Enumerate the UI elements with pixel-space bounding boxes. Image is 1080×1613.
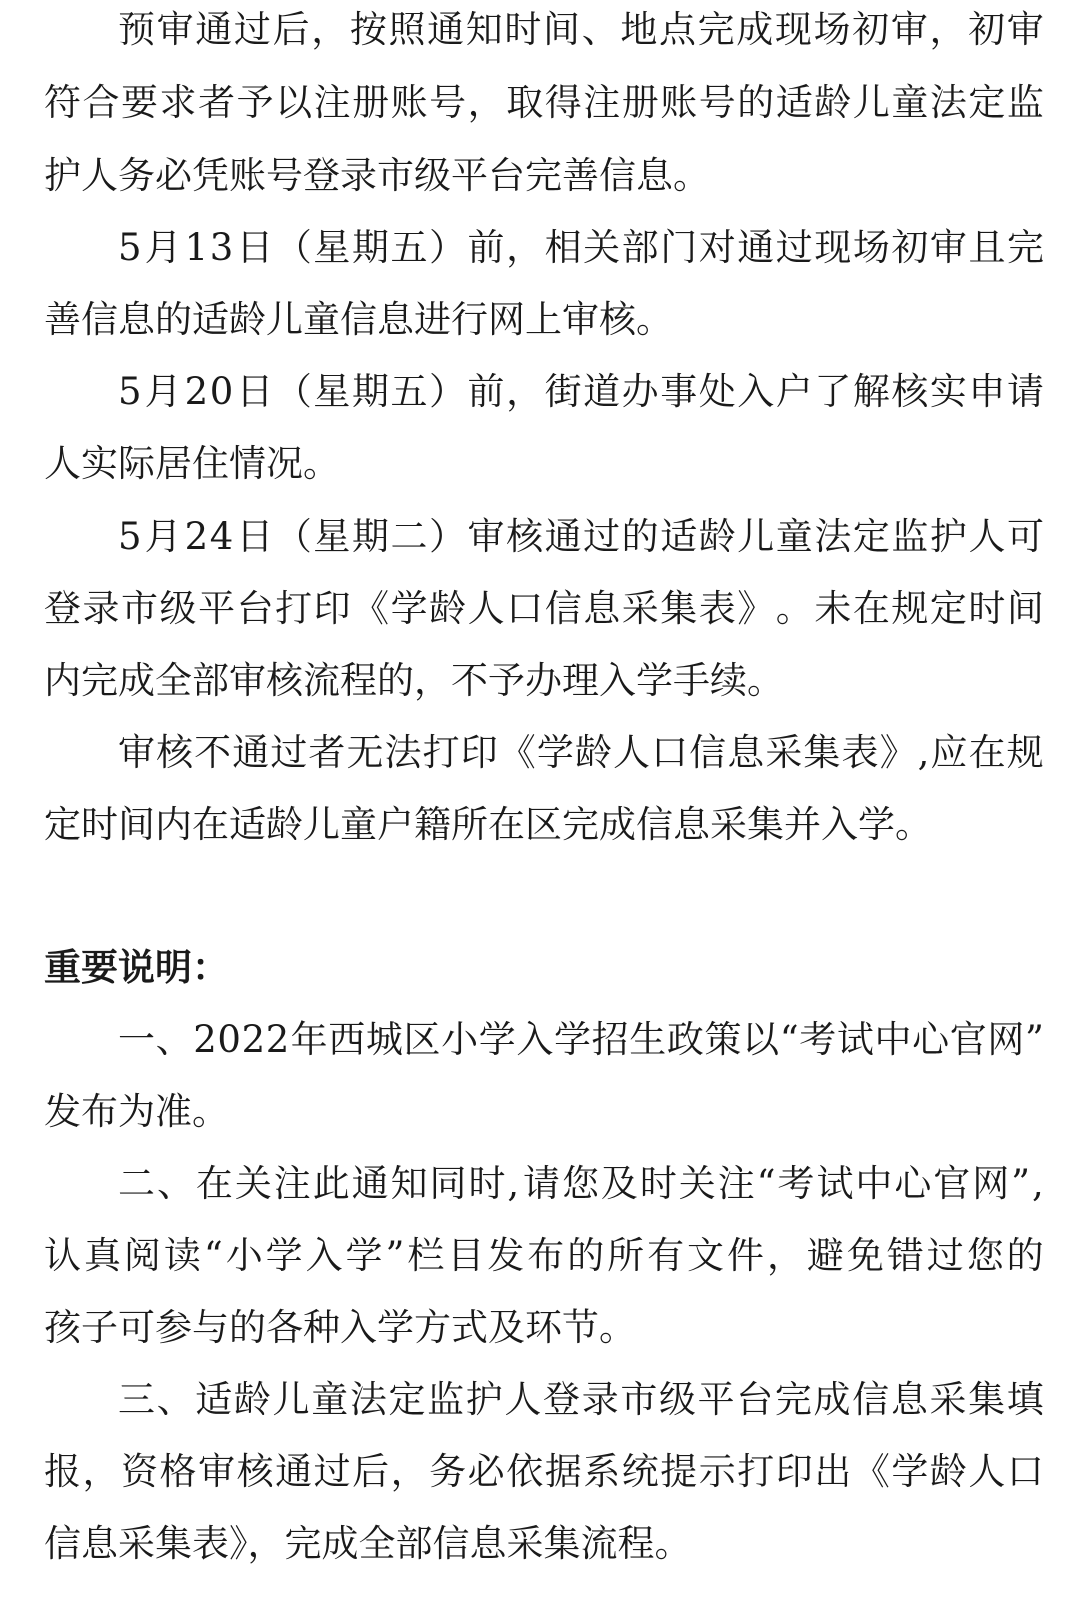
paragraph-3-line-2: 人实际居住情况。 — [44, 442, 340, 485]
note-1-line-1: 一 、 2 0 2 2 年 西 城 区 小 学 入 学 招 生 政 策 以 “ 考 试 中 心 官 网 ” — [118, 1018, 1044, 1061]
note-2-line-1: 二 、 在 关 注 此 通 知 同 时 , 请 您 及 时 关 注 “ 考 试 中 心 官 网 ” , — [118, 1162, 1044, 1205]
paragraph-1-line-1: 预 审 通 过 后 ， 按 照 通 知 时 间 、 地 点 完 成 现 场 初 审 ， 初 审 — [118, 8, 1044, 51]
paragraph-4-line-3: 内完成全部审核流程的，不予办理入学手续。 — [44, 659, 784, 702]
note-3-line-1: 三 、 适 龄 儿 童 法 定 监 护 人 登 录 市 级 平 台 完 成 信 息 采 集 填 — [118, 1378, 1044, 1421]
paragraph-4-line-2: 登 录 市 级 平 台 打 印 《 学 龄 人 口 信 息 采 集 表 》 。 未 在 规 定 时 间 — [44, 587, 1044, 630]
section-heading: 重要说明： — [44, 946, 229, 989]
paragraph-1-line-3: 护人务必凭账号登录市级平台完善信息。 — [44, 154, 710, 197]
paragraph-1-line-2: 符 合 要 求 者 予 以 注 册 账 号 ， 取 得 注 册 账 号 的 适 龄 儿 童 法 定 监 — [44, 81, 1044, 124]
paragraph-4-line-1: 5 月 2 4 日 （ 星 期 二 ） 审 核 通 过 的 适 龄 儿 童 法 定 监 护 人 可 — [118, 515, 1044, 558]
paragraph-3-line-1: 5 月 2 0 日 （ 星 期 五 ） 前 ， 街 道 办 事 处 入 户 了 解 核 实 申 请 — [118, 370, 1044, 413]
paragraph-5-line-1: 审 核 不 通 过 者 无 法 打 印 《 学 龄 人 口 信 息 采 集 表 》 , 应 在 规 — [118, 731, 1044, 774]
note-3-line-2: 报 ， 资 格 审 核 通 过 后 ， 务 必 依 据 系 统 提 示 打 印 出 《 学 龄 人 口 — [44, 1450, 1044, 1493]
paragraph-2-line-2: 善信息的适龄儿童信息进行网上审核。 — [44, 298, 673, 341]
note-2-line-2: 认 真 阅 读 “ 小 学 入 学 ” 栏 目 发 布 的 所 有 文 件 ， 避 免 错 过 您 的 — [44, 1234, 1044, 1277]
paragraph-2-line-1: 5 月 1 3 日 （ 星 期 五 ） 前 ， 相 关 部 门 对 通 过 现 场 初 审 且 完 — [118, 226, 1044, 269]
note-2-line-3: 孩子可参与的各种入学方式及环节。 — [44, 1306, 636, 1349]
note-3-line-3: 信息采集表》，完成全部信息采集流程。 — [44, 1522, 692, 1565]
note-1-line-2: 发布为准。 — [44, 1090, 229, 1133]
paragraph-5-line-2: 定时间内在适龄儿童户籍所在区完成信息采集并入学。 — [44, 803, 932, 846]
